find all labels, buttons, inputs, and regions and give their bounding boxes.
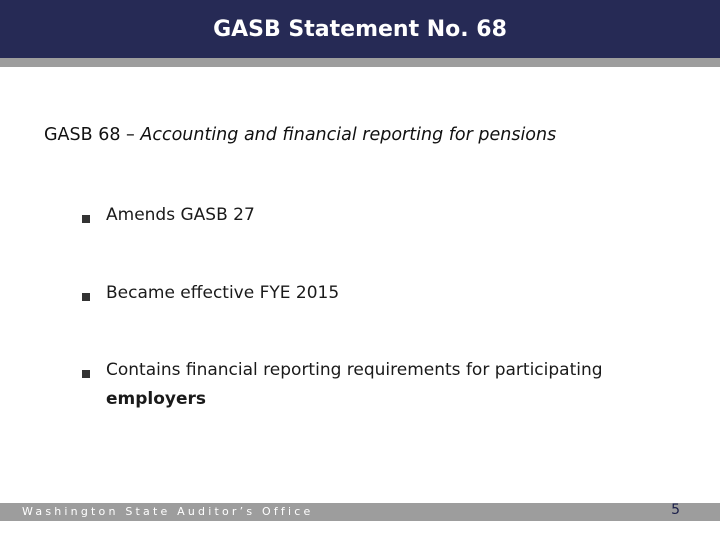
bullet-item [82,205,255,230]
slide-heading [44,125,556,145]
bullet-item [82,360,642,414]
heading-italic: Accounting and financial reporting for pensions [140,125,557,145]
slide-title: GASB Statement No. 68 [213,16,507,42]
square-bullet-icon [82,370,90,378]
footer-organization: Washington State Auditor’s Office [22,505,314,518]
page-number: 5 [671,502,680,518]
heading-prefix: GASB 68 – [44,125,141,145]
title-bar [0,0,720,58]
bullet-text-bold: employers [106,389,207,409]
bullet-item [82,283,340,308]
bullet-text: Amends GASB 27 [106,205,255,225]
bullet-text [106,356,642,414]
bullet-text-regular: Contains financial reporting requirements for participating [106,360,603,380]
title-divider [0,58,720,67]
square-bullet-icon [82,293,90,301]
bullet-text: Became effective FYE 2015 [106,283,340,303]
square-bullet-icon [82,215,90,223]
